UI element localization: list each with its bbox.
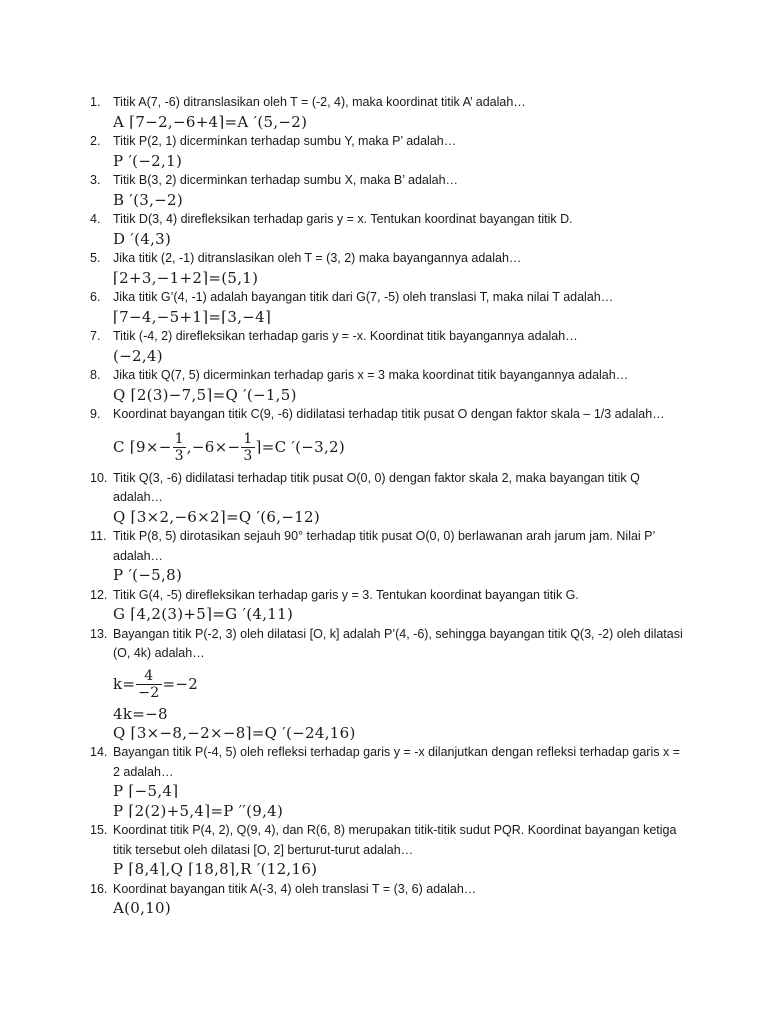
problem-answer: B ′(3,−2) (113, 190, 184, 209)
problem-question: Titik P(8, 5) dirotasikan sejauh 90° terhadap titik pusat O(0, 0) berlawanan arah jarum jam. Nilai P’ adalah… (113, 529, 655, 563)
fraction-numerator: 1 (174, 431, 184, 447)
problem-question: Titik B(3, 2) dicerminkan terhadap sumbu X, maka B’ adalah… (113, 173, 459, 187)
problem-answer: 4k=−8 (113, 704, 168, 723)
problem-item (0, 327, 768, 366)
problem-question: Titik D(3, 4) direfleksikan terhadap garis y = x. Tentukan koordinat bayangan titik D. (113, 212, 573, 226)
problem-answer: P ⌈8,4⌉,Q ⌈18,8⌉,R ′(12,16) (113, 860, 318, 878)
fraction (241, 431, 254, 464)
problem-number: 4. (90, 212, 101, 226)
problem-item (0, 366, 768, 405)
problem-answer: P ⌈2(2)+5,4⌉=P ′′(9,4) (113, 801, 284, 820)
problem-answer: Q ⌈3×−8,−2×−8⌉=Q ′(−24,16) (113, 723, 356, 742)
problem-number: 10. (90, 470, 108, 485)
problem-number: 7. (90, 329, 101, 343)
problem-answer: P ′(−2,1) (113, 151, 183, 170)
problem-number: 9. (90, 407, 101, 421)
problem-answer: P ⌈−5,4⌉ (113, 782, 179, 800)
problem-answer: ⌈2+3,−1+2⌉=(5,1) (113, 268, 259, 287)
problem-number: 6. (90, 290, 101, 304)
problem-item (0, 288, 768, 327)
problem-item (0, 210, 768, 249)
problem-number: 5. (90, 251, 101, 265)
answer-text: k= (113, 674, 136, 693)
fraction-numerator: 4 (136, 668, 161, 685)
problem-number: 12. (90, 587, 108, 602)
problem-question: Bayangan titik P(-4, 5) oleh refleksi terhadap garis y = -x dilanjutkan dengan refleksi terhadap garis x = 2 adalah… (113, 745, 680, 779)
problem-question: Koordinat bayangan titik A(-3, 4) oleh translasi T = (3, 6) adalah… (113, 881, 477, 896)
problem-number: 3. (90, 173, 101, 187)
answer-text: C ⌈9×− (113, 437, 172, 456)
problem-question: Titik A(7, -6) ditranslasikan oleh T = (-2, 4), maka koordinat titik A’ adalah… (113, 95, 526, 109)
problem-number: 16. (90, 881, 108, 896)
problem-question: Titik Q(3, -6) didilatasi terhadap titik pusat O(0, 0) dengan faktor skala 2, maka bayangan titik Q adalah… (113, 470, 640, 504)
problem-answer: D ′(4,3) (113, 229, 172, 248)
problem-item (0, 743, 768, 821)
problem-item (0, 586, 768, 625)
fraction (173, 431, 186, 464)
problem-item (0, 880, 768, 919)
problem-question: Jika titik G’(4, -1) adalah bayangan titik dari G(7, -5) oleh translasi T, maka nilai T adalah… (113, 290, 614, 304)
problem-answer: A ⌈7−2,−6+4⌉=A ′(5,−2) (113, 112, 308, 131)
answer-text: ⌉=C ′(−3,2) (255, 437, 346, 456)
problem-list (0, 93, 768, 919)
problem-answer: G ⌈4,2(3)+5⌉=G ′(4,11) (113, 605, 294, 623)
problem-answer: P ′(−5,8) (113, 566, 183, 584)
problem-item (0, 469, 768, 528)
fraction-numerator: 1 (243, 431, 253, 447)
fraction-denominator: −2 (138, 685, 160, 701)
problem-question: Koordinat bayangan titik C(9, -6) didilatasi terhadap titik pusat O dengan faktor skala – 1/3 adalah… (113, 407, 665, 421)
problem-item (0, 625, 768, 744)
problem-answer (113, 664, 688, 704)
problem-item (0, 527, 768, 586)
problem-answer: Q ⌈2(3)−7,5⌉=Q ′(−1,5) (113, 385, 297, 404)
problem-question: Titik P(2, 1) dicerminkan terhadap sumbu Y, maka P’ adalah… (113, 134, 457, 148)
problem-number: 8. (90, 368, 101, 382)
problem-question: Titik (-4, 2) direfleksikan terhadap garis y = -x. Koordinat titik bayangannya adalah… (113, 329, 578, 343)
problem-item (0, 405, 768, 469)
problem-number: 1. (90, 95, 101, 109)
problem-question: Jika titik Q(7, 5) dicerminkan terhadap garis x = 3 maka koordinat titik bayangannya adalah… (113, 368, 629, 382)
problem-item (0, 821, 768, 880)
problem-item (0, 132, 768, 171)
fraction-denominator: 3 (174, 448, 184, 464)
problem-question: Titik G(4, -5) direfleksikan terhadap garis y = 3. Tentukan koordinat bayangan titik G. (113, 587, 579, 602)
answer-text: ,−6×− (186, 437, 241, 456)
problem-question: Jika titik (2, -1) ditranslasikan oleh T = (3, 2) maka bayangannya adalah… (113, 251, 522, 265)
problem-number: 15. (90, 823, 108, 837)
fraction-denominator: 3 (243, 448, 253, 464)
problem-answer: ⌈7−4,−5+1⌉=⌈3,−4⌉ (113, 307, 272, 326)
problem-answer: (−2,4) (113, 346, 163, 365)
problem-number: 13. (90, 626, 108, 641)
problem-question: Bayangan titik P(-2, 3) oleh dilatasi [O, k] adalah P’(4, -6), sehingga bayangan titik Q(3, -2) oleh dilatasi (O, 4k) adalah… (113, 626, 683, 660)
problem-number: 14. (90, 745, 108, 759)
problem-question: Koordinat titik P(4, 2), Q(9, 4), dan R(6, 8) merupakan titik-titik sudut PQR. Koordinat bayangan ketiga titik tersebut oleh dilatasi [O, 2] berturut-turut adalah… (113, 823, 677, 857)
problem-number: 11. (90, 529, 107, 543)
problem-item (0, 249, 768, 288)
problem-answer (113, 425, 688, 469)
problem-number: 2. (90, 134, 101, 148)
answer-text: =−2 (162, 674, 199, 693)
fraction (136, 668, 161, 701)
problem-item (0, 171, 768, 210)
problem-item (0, 93, 768, 132)
problem-answer: A(0,10) (113, 899, 172, 917)
problem-answer: Q ⌈3×2,−6×2⌉=Q ′(6,−12) (113, 507, 321, 526)
